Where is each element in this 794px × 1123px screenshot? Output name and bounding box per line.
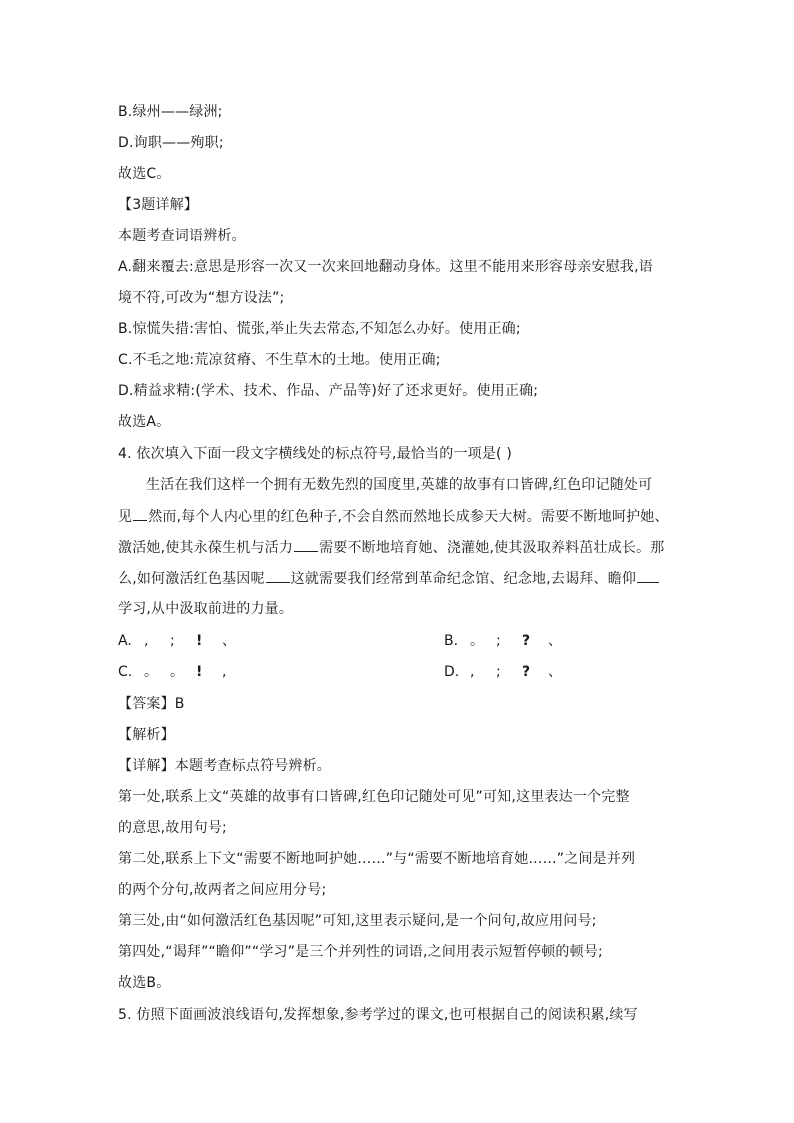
passage-line — [118, 537, 665, 557]
text-line: 故选C。 — [118, 166, 171, 182]
text-line: 第二处,联系上下文“需要不断地呵护她……”与“需要不断地培育她……”之间是并列 — [118, 851, 636, 867]
section-heading: 【解析】 — [118, 727, 175, 743]
text-line: B.绿州——绿洲; — [118, 104, 223, 120]
text-line: 本题考查词语辨析。 — [118, 228, 246, 244]
text-line: C.不毛之地:荒凉贫瘠、不生草木的土地。使用正确; — [118, 352, 441, 368]
option-a: A. , ; ! 、 — [118, 633, 236, 649]
passage-text: 然而,每个人内心里的红色种子,不会自然而然地长成参天大树。需要不断地呵护她、 — [148, 509, 669, 525]
fill-blank-3 — [266, 568, 290, 583]
passage-text: 激活她,使其永葆生机与活力 — [118, 540, 294, 556]
text-line: D.询职——殉职; — [118, 135, 224, 151]
passage-line — [118, 568, 660, 588]
fill-blank-2 — [294, 537, 318, 552]
section-heading: 【3题详解】 — [118, 197, 199, 213]
text-line: 境不符,可改为“想方设法”; — [118, 290, 285, 306]
question-4-stem: 4. 依次填入下面一段文字横线处的标点符号,最恰当的一项是( ) — [118, 446, 513, 462]
passage-text: 需要不断地培育她、浇灌她,使其汲取养料茁壮成长。那 — [319, 540, 665, 556]
text-line: 的两个分句,故两者之间应用分号; — [118, 882, 327, 898]
option-c: C. 。 。 ! , — [118, 664, 227, 680]
fill-blank-4 — [637, 568, 659, 583]
passage-line — [118, 506, 669, 526]
passage-text: 见 — [118, 509, 133, 525]
text-line: D.精益求精:(学术、技术、作品、产品等)好了还求更好。使用正确; — [118, 383, 539, 399]
option-b: B. 。 ; ? 、 — [444, 633, 562, 649]
passage-text: 么,如何激活红色基因呢 — [118, 571, 265, 587]
text-line: 第一处,联系上文“英雄的故事有口皆碑,红色印记随处可见”可知,这里表达一个完整 — [118, 789, 630, 805]
option-d: D. , ; ? 、 — [444, 664, 562, 680]
text-line: B.惊慌失措:害怕、慌张,举止失去常态,不知怎么办好。使用正确; — [118, 321, 521, 337]
text-line: 第三处,由“如何激活红色基因呢”可知,这里表示疑问,是一个问句,故应用问号; — [118, 913, 597, 929]
text-line: 故选B。 — [118, 975, 171, 991]
text-line: A.翻来覆去:意思是形容一次又一次来回地翻动身体。这里不能用来形容母亲安慰我,语 — [118, 259, 653, 275]
passage-line: 生活在我们这样一个拥有无数先烈的国度里,英雄的故事有口皆碑,红色印记随处可 — [146, 477, 653, 493]
question-5-stem: 5. 仿照下面画波浪线语句,发挥想象,参考学过的课文,也可根据自己的阅读积累,续写 — [118, 1007, 638, 1023]
text-line: 第四处,“谒拜”“瞻仰”“学习”是三个并列性的词语,之间用表示短暂停顿的顿号; — [118, 944, 603, 960]
fill-blank-1 — [133, 506, 147, 521]
text-line: 的意思,故用句号; — [118, 820, 227, 836]
text-line: 【详解】本题考查标点符号辨析。 — [118, 758, 331, 774]
answer-line: 【答案】B — [118, 696, 185, 712]
text-line: 故选A。 — [118, 414, 171, 430]
passage-line: 学习,从中汲取前进的力量。 — [118, 601, 294, 617]
passage-text: 这就需要我们经常到革命纪念馆、纪念地,去谒拜、瞻仰 — [290, 571, 637, 587]
